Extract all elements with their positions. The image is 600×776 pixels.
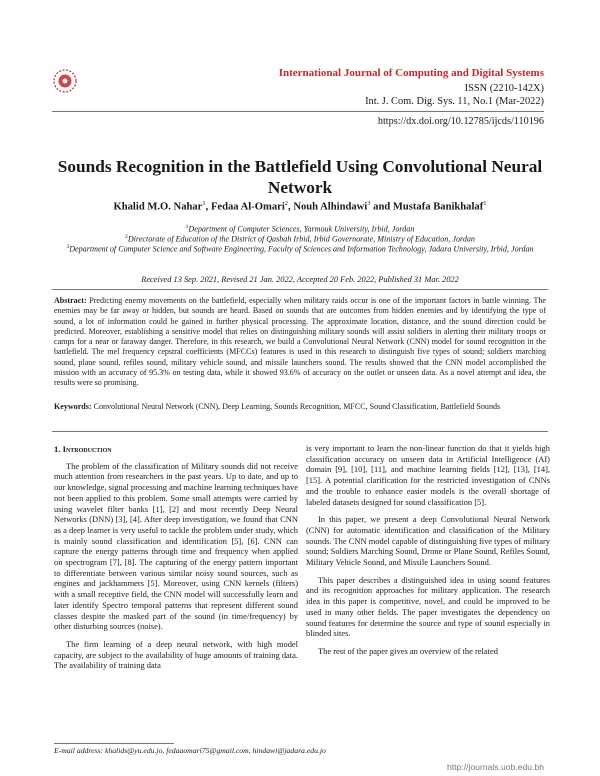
affiliation-sup: 3 <box>66 244 70 250</box>
author-sep: , <box>205 201 211 213</box>
abstract-label: Abstract: <box>54 296 87 305</box>
header-divider <box>52 111 544 112</box>
affiliation-text: Department of Computer Sciences, Yarmouk University, Irbid, Jordan <box>188 224 415 234</box>
author-name: Mustafa Banikhalaf <box>392 201 484 213</box>
abstract-text: Predicting enemy movements on the battlefield, especially when military raids occur is one of the important factors in battle winning. The enemies may be far away or hidden, but sounds are heard. Based on sounds that are outcomes from hidden enemies and by identifying the type of sound, a lot of information could be gained in further physical processing. The approximate location, distance, and the sound direction could be predicted. Moreover, establishing a sensitive model that relies on distinguishing military sounds will assist soldiers in alerting their military troops or camps for a near or faraway danger. Therefore, in this research, we build a Convolutional Neural Network (CNN) model for sound recognition in the battlefield. The mel frequency cepstral coefficients (MFCCs) features is used in this research to distinguish five types of sound; soldiers marching sound, plane sound, refiles sound, military vehicle sound, and missile launchers sound. The results showed that the CNN model accomplished the mission with an accuracy of 95.3% on testing data, while it showed 93.6% of accuracy on the outlet or unseen data. As a novel attempt and idea, the results were so promising. <box>54 296 546 387</box>
abstract <box>54 296 546 388</box>
email-addresses: E-mail address: khalids@yu.edu.jo, fedaaomari75@gmail.com, hindawi@jadara.edu.jo <box>54 746 326 755</box>
paper-title: Sounds Recognition in the Battlefield Using Convolutional Neural Network <box>57 157 543 197</box>
author-sep: , <box>288 201 294 213</box>
author-sup: 1 <box>202 200 206 207</box>
keywords <box>54 402 546 412</box>
author-sup: 3 <box>367 200 371 207</box>
paragraph: The problem of the classification of Military sounds did not receive much attention from researchers in the past years. Up to date, and up to our knowledge, signal processing and machine learning techniques have not been applied to this problem. Some small attempts were carried by using wavelet filter banks [1], [2] and most recently Deep Neural Networks (DNN) [3], [4]. After deep investigation, we found that CNN as a deep learner is very useful to tackle the problem under study, which is mainly sound classification and identification [5], [6]. CNN can capture the energy patterns through time and frequency when applied on spectrogram [7], [8]. The capturing of the energy pattern important to differentiate between various similar noisy sound sources, such as engines and jackhammers [5]. Moreover, using CNN kernels (filters) with a small receptive field, the CNN model will successfully learn and later identify Spectro temporal patterns that represent different sound classes despite the masked part of the sound (in time/frequency) by other disturbing sources (noise). <box>54 460 298 632</box>
author-name: Khalid M.O. Nahar <box>113 201 203 213</box>
affiliation-sup: 2 <box>125 234 128 240</box>
journal-url[interactable]: http://journals.uob.edu.bh <box>447 762 544 772</box>
author-sep: and <box>370 201 393 213</box>
keywords-label: Keywords: <box>54 402 92 411</box>
keywords-text: Convolutional Neural Network (CNN), Deep Learning, Sounds Recognition, MFCC, Sound Classification, Battlefield Sounds <box>93 402 501 411</box>
divider <box>52 431 548 432</box>
paragraph: The rest of the paper gives an overview of the related <box>318 645 498 656</box>
affiliation <box>52 242 548 255</box>
paragraph: In this paper, we present a deep Convolutional Neural Network (CNN) for automatic identification and classification of the Military sounds. The CNN model capable of distinguishing five types of military sound; Soldiers Marching Sound, Drone or Plane Sound, Refiles Sound, Military Vehicle Sound, and Missile Launchers Sound. <box>306 514 550 568</box>
section-heading: 1. Introduction <box>54 444 112 454</box>
doi-link[interactable]: https://dx.doi.org/10.12785/ijcds/110196 <box>377 116 544 127</box>
divider <box>52 289 548 290</box>
author-list <box>40 200 560 213</box>
left-column <box>54 444 298 678</box>
paragraph: is very important to learn the non-linear function do that it yields high classification accuracy on unseen data in Artificial Intelligence (AI) domain [9], [10], [11], and machine learning fields [12], [13], [14], [15]. A potential clarification for the restricted investigation of CNNs and the trouble to enhance easier models is the overall shortage of labeled datasets designed for sound classification [5]. <box>306 443 550 507</box>
journal-logo-icon <box>50 66 80 96</box>
affiliation-sup: 1 <box>185 224 189 230</box>
issn: ISSN (2210-142X) <box>464 83 544 94</box>
paragraph: This paper describes a distinguished idea in using sound features and its recognition approaches for military application. The research idea in this paper is competitive, novel, and could be improved to be used in many other fields. The paper investigates the dependency on sound features for determine the source and type of sound especially in blinded sites. <box>306 574 550 639</box>
author-name: Nouh Alhindawi <box>293 201 368 213</box>
affiliation-text: Department of Computer Science and Software Engineering, Faculty of Sciences and Information Technology, Jadara University, Irbid, Jordan <box>69 244 534 254</box>
footnote-divider <box>54 743 174 744</box>
right-column <box>306 443 550 664</box>
journal-name: International Journal of Computing and Digital Systems <box>278 67 544 79</box>
paragraph: The firm learning of a deep neural network, with high model capacity, are subject to the availability of huge amounts of training data. The availability of training data <box>54 638 298 671</box>
citation: Int. J. Com. Dig. Sys. 11, No.1 (Mar-2022) <box>365 96 544 107</box>
affiliation-text: Directorate of Education of the District of Qasbah Irbid, Irbid Governorate, Ministry of Education, Jordan <box>127 234 475 244</box>
publication-dates: Received 13 Sep. 2021, Revised 21 Jan. 2022, Accepted 20 Feb. 2022, Published 31 Mar. 2022 <box>141 275 459 284</box>
author-sup: 2 <box>284 200 289 207</box>
author-sup: 1 <box>483 200 487 207</box>
author-name: Fedaa Al-Omari <box>210 201 285 213</box>
